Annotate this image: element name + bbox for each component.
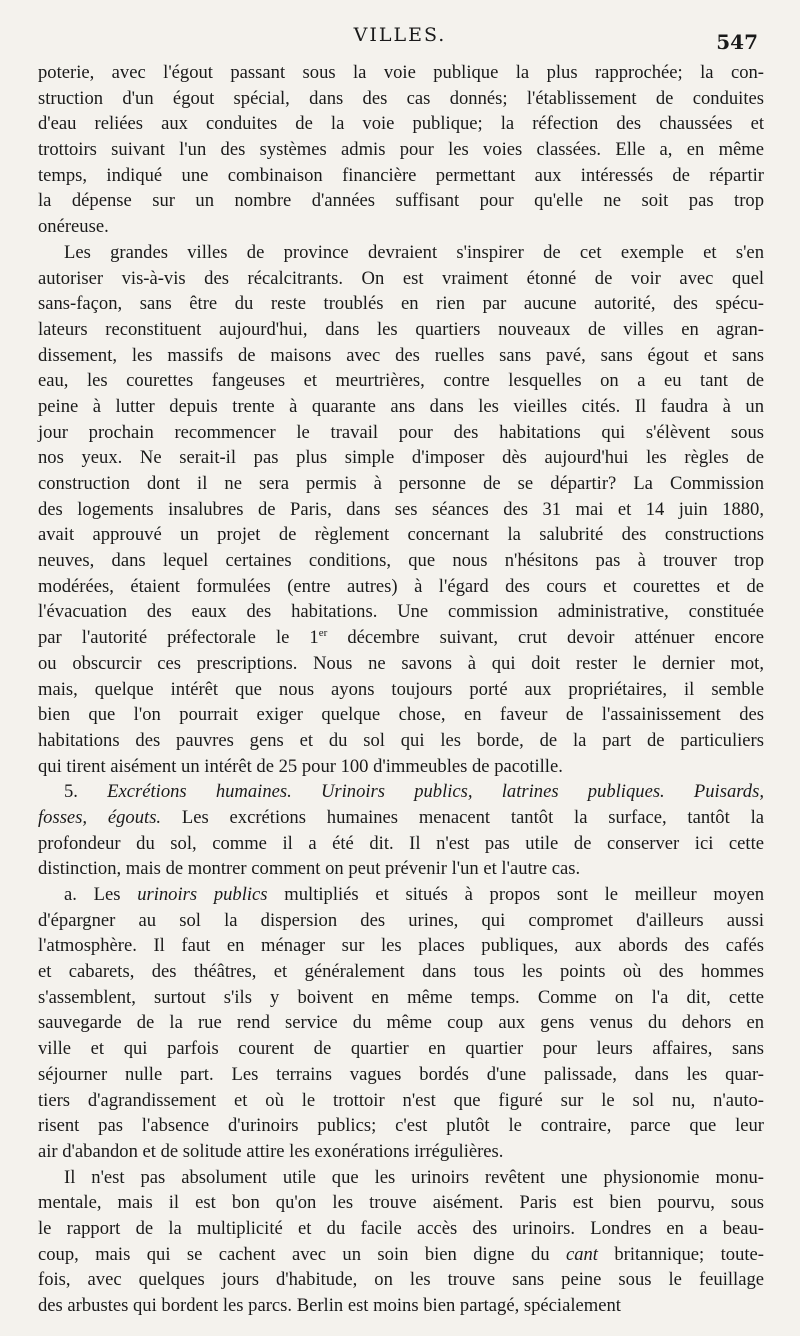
text-line: ville et qui parfois courent de quartier en quartier pour leurs affaires, sans [38,1038,764,1060]
text-line: nos yeux. Ne serait-il pas plus simple d'imposer dès aujourd'hui les règles de [38,447,764,469]
text-line: mentale, mais il est bon qu'on les trouve aisément. Paris est bien pourvu, sous [38,1192,764,1214]
text-line: avait approuvé un projet de règlement concernant la salubrité des constructions [38,524,764,546]
text-line: habitations des pauvres gens et du sol qui les borde, de la part de particuliers [38,729,764,751]
text-line: Il n'est pas absolument utile que les urinoirs revêtent une physionomie monu- [64,1166,764,1188]
text-line: fosses, égouts. Les excrétions humaines menacent tantôt la surface, tantôt la [38,806,764,828]
text-line: séjourner nulle part. Les terrains vagues bordés d'une palissade, dans les quar- [38,1063,764,1085]
body-text [38,60,764,1319]
text-line: le rapport de la multiplicité et du facile accès des urinoirs. Londres en a beau- [38,1217,764,1239]
text-line: coup, mais qui se cachent avec un soin bien digne du cant britannique; toute- [38,1243,764,1265]
text-line: profondeur du sol, comme il a été dit. Il n'est pas utile de conserver ici cette [38,832,764,854]
text-line: ou obscurcir ces prescriptions. Nous ne savons à qui doit rester le dernier mot, [38,652,764,674]
text-line: jour prochain recommencer le travail pour des habitations qui s'élèvent sous [38,421,764,443]
text-line: qui tirent aisément un intérêt de 25 pour 100 d'immeubles de pacotille. [38,755,563,777]
text-line: modérées, étaient formulées (entre autres) à l'égard des cours et courettes et de [38,575,764,597]
text-line: d'épargner au sol la dispersion des urines, qui compromet d'ailleurs aussi [38,909,764,931]
text-line: des logements insalubres de Paris, dans ses séances des 31 mai et 14 juin 1880, [38,498,764,520]
text-line: peine à lutter depuis trente à quarante ans dans les vieilles cités. Il faudra à un [38,395,764,417]
text-line: des arbustes qui bordent les parcs. Berlin est moins bien partagé, spécialement [38,1295,621,1316]
text-line: d'eau reliées aux conduites de la voie publique; la réfection des chaussées et [38,113,764,135]
running-title: VILLES. [353,24,447,46]
text-line: fois, avec quelques jours d'habitude, on les trouve sans peine sous le feuillage [38,1269,764,1291]
text-line: lateurs reconstituent aujourd'hui, dans les quartiers nouveaux de villes en agran- [38,318,764,340]
text-line: s'assemblent, surtout s'ils y boivent en même temps. Comme on l'a dit, cette [38,986,764,1008]
text-line: eau, les courettes fangeuses et meurtrières, contre lesquelles on a eu tant de [38,370,764,392]
text-line: bien que l'on pourrait exiger quelque chose, en faveur de l'assainissement des [38,704,764,726]
text-line: 5. Excrétions humaines. Urinoirs publics, latrines publiques. Puisards, [64,781,764,803]
text-line: air d'abandon et de solitude attire les exonérations irrégulières. [38,1140,504,1162]
text-line: Les grandes villes de province devraient s'inspirer de cet exemple et s'en [64,241,764,263]
page-number: 547 [716,30,758,54]
text-line: par l'autorité préfectorale le 1er décembre suivant, crut devoir atténuer encore [38,626,764,649]
text-line: autoriser vis-à-vis des récalcitrants. On est vraiment étonné de voir avec quel [38,267,764,289]
text-line: dissement, les massifs de maisons avec des ruelles sans pavé, sans égout et sans [38,344,764,366]
text-line: poterie, avec l'égout passant sous la voie publique la plus rapprochée; la con- [38,62,764,83]
text-line: temps, indiqué une combinaison financière permettant aux intéressés de répartir [38,164,764,186]
text-line: distinction, mais de montrer comment on peut prévenir l'un et l'autre cas. [38,858,581,880]
text-line: mais, quelque intérêt que nous ayons toujours porté aux propriétaires, il semble [38,678,764,700]
text-line: tiers d'agrandissement et où le trottoir n'est que figuré sur le sol nu, n'auto- [38,1089,764,1111]
text-line: onéreuse. [38,216,109,238]
text-line: neuves, dans lequel certaines conditions, que nous n'hésitons pas à trouver trop [38,550,764,572]
text-line: struction d'un égout spécial, dans des cas donnés; l'établissement de conduites [38,87,764,109]
text-line: l'évacuation des eaux des habitations. Une commission administrative, constituée [38,601,764,623]
text-line: l'atmosphère. Il faut en ménager sur les places publiques, aux abords des cafés [38,935,764,957]
text-line: sans-façon, sans être du reste troublés en rien par aucune autorité, des spécu- [38,293,764,315]
text-line: la dépense sur un nombre d'années suffisant pour qu'elle ne soit pas trop [38,190,764,212]
text-line: a. Les urinoirs publics multipliés et situés à propos sont le meilleur moyen [64,884,764,905]
text-line: sauvegarde de la rue rend service du même coup aux gens venus du dehors en [38,1012,764,1034]
text-line: et cabarets, des théâtres, et généralement dans tous les points où des hommes [38,961,764,983]
text-line: risent pas l'absence d'urinoirs publics; c'est plutôt le contraire, parce que leur [38,1115,764,1137]
text-line: construction dont il ne sera permis à personne de se départir? La Commission [38,473,764,494]
text-line: trottoirs suivant l'un des systèmes admis pour les voies classées. Elle a, en même [38,139,764,161]
